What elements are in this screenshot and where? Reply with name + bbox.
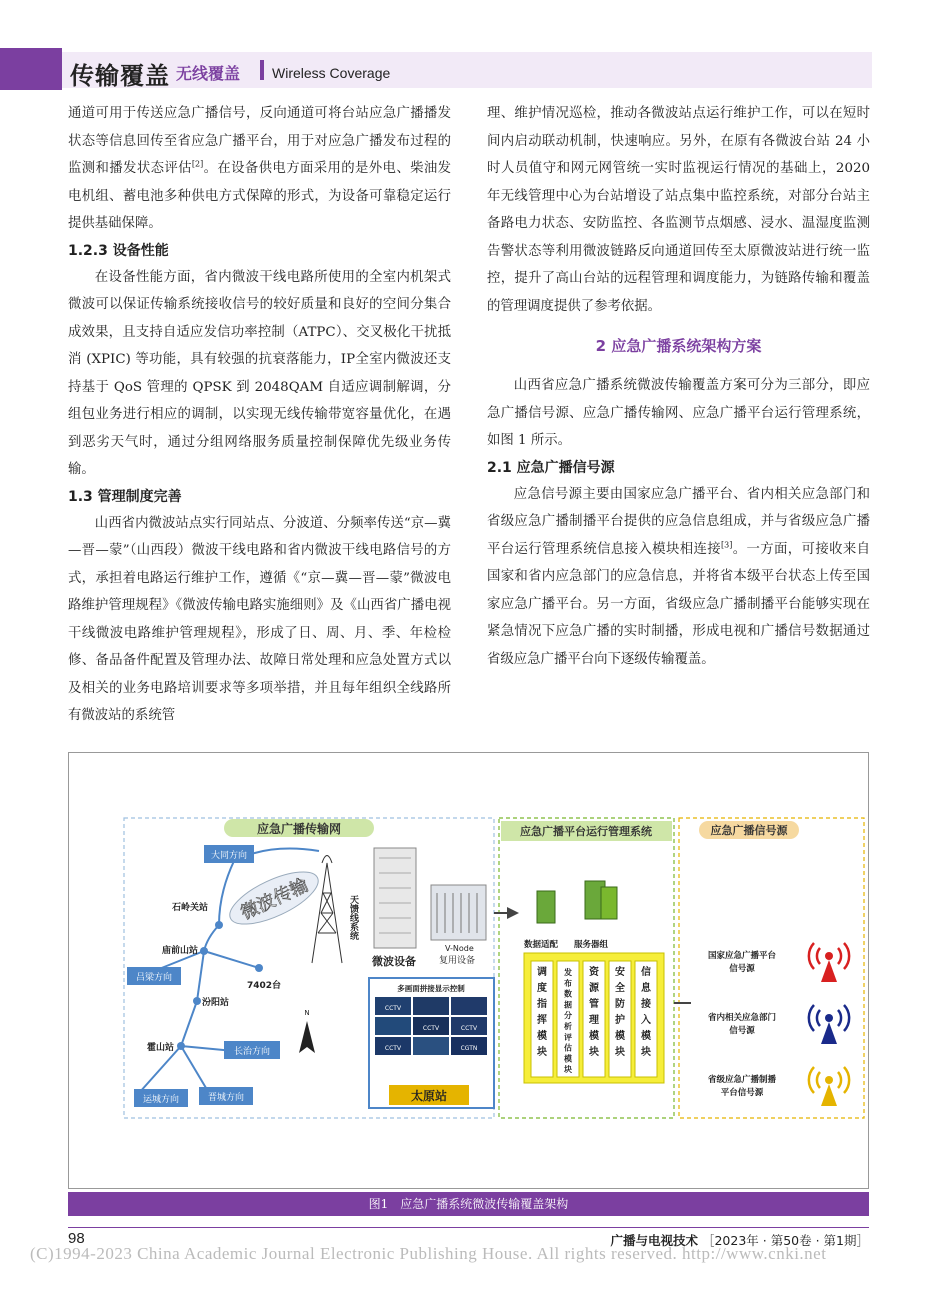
figure-caption: 图1 应急广播系统微波传输覆盖架构 xyxy=(68,1192,869,1216)
module-char: 信 xyxy=(641,967,651,978)
module-char: 块 xyxy=(615,1047,625,1058)
paragraph: 理、维护情况巡检，推动各微波站点运行维护工作，可以在短时间内启动联动机制，快速响应。另外，在原有各微波台站 24 小时人员值守和网元网管统一实时监视运行情况的基础上，2020 年无线管理中心为台站增设了站点集中监控系统，对部分台站主备路电力状态、安防监控、各监测节点烟感、浸水、温湿度监测告警状态等利用微波链路反向通道回传至太原微波站进行统一监控，提升了高山台站的远程管理和调度能力，为链路传输和覆盖的管理调度提供了参考依据。 xyxy=(487,106,870,314)
module-char: 块 xyxy=(564,1065,572,1075)
module-char: 安 xyxy=(615,967,625,978)
multiscreen-label: 多画面拼接显示控制 xyxy=(397,984,465,993)
source-label: 信号源 xyxy=(729,964,755,974)
svg-text:晋城方向: 晋城方向 xyxy=(207,1093,245,1103)
page-header xyxy=(0,48,950,94)
net-title: 应急广播传输网 xyxy=(256,822,342,836)
figure-1 xyxy=(68,752,869,1189)
module-char: 模 xyxy=(564,1054,572,1064)
module-char: 理 xyxy=(589,1015,599,1026)
microwave-label: 微波传输 xyxy=(237,874,312,925)
module-char: 模 xyxy=(589,1031,599,1042)
module-char: 据 xyxy=(564,1000,572,1010)
module-char: 挥 xyxy=(537,1015,547,1026)
svg-text:CCTV: CCTV xyxy=(422,1025,440,1032)
module-char: 发 xyxy=(564,968,572,977)
vnode-label-2: 复用设备 xyxy=(439,956,476,966)
svg-text:CCTV: CCTV xyxy=(460,1025,478,1032)
module-char: 析 xyxy=(564,1022,572,1031)
module-char: 布 xyxy=(564,978,572,988)
header-color-block xyxy=(0,48,62,90)
source-panel xyxy=(679,818,864,1118)
header-divider xyxy=(260,60,264,80)
node-miaoqianshan: 庙前山站 xyxy=(162,946,199,956)
heading-1-3: 1.3 管理制度完善 xyxy=(68,488,182,505)
module-char: 度 xyxy=(537,983,547,994)
svg-text:大同方向: 大同方向 xyxy=(210,851,248,861)
svg-text:CCTV: CCTV xyxy=(384,1045,402,1052)
heading-1-2-3: 1.2.3 设备性能 xyxy=(68,242,169,259)
modules-group xyxy=(531,961,657,1077)
sources-group xyxy=(708,943,849,1106)
heading-2: 2 应急广播系统架构方案 xyxy=(595,337,762,355)
module-char: 评 xyxy=(564,1032,572,1042)
server-icon xyxy=(537,881,617,923)
module-char: 估 xyxy=(564,1043,572,1053)
module-char: 全 xyxy=(615,983,625,994)
page-number: 98 xyxy=(68,1230,85,1247)
vnode-device xyxy=(431,885,486,940)
citation[interactable]: [3] xyxy=(721,540,733,550)
compass-icon xyxy=(299,1021,315,1053)
svg-text:CCTV: CCTV xyxy=(384,1005,402,1012)
module-char: 防 xyxy=(615,999,625,1010)
source-title: 应急广播信号源 xyxy=(710,824,788,837)
source-label: 省级应急广播制播 xyxy=(707,1075,777,1085)
module-char: 资 xyxy=(589,967,599,978)
left-column xyxy=(68,100,451,730)
module-char: 块 xyxy=(537,1047,547,1058)
svg-text:CGTN: CGTN xyxy=(460,1045,478,1052)
source-label: 信号源 xyxy=(729,1026,755,1036)
journal-name: 广播与电视技术 ［2023年 · 第50卷 · 第1期］ xyxy=(610,1233,869,1248)
tower-icon xyxy=(312,856,342,964)
paragraph: 山西省应急广播系统微波传输覆盖方案可分为三部分，即应急广播信号源、应急广播传输网、应急广播平台运行管理系统，如图 1 所示。 xyxy=(487,378,870,448)
broadcast-icon xyxy=(809,1005,849,1044)
module-char: 护 xyxy=(615,1015,625,1026)
svg-text:吕梁方向: 吕梁方向 xyxy=(135,973,173,983)
section-english: Wireless Coverage xyxy=(272,65,391,81)
module-char: 模 xyxy=(615,1031,625,1042)
module-char: 模 xyxy=(641,1031,651,1042)
taiyuan-label: 太原站 xyxy=(410,1089,448,1103)
architecture-diagram xyxy=(69,753,870,1190)
vnode-label-1: V-Node xyxy=(445,944,474,953)
mgmt-title: 应急广播平台运行管理系统 xyxy=(520,825,652,838)
module-char: 块 xyxy=(641,1047,651,1058)
module-char: 调 xyxy=(537,967,547,978)
module-char: 指 xyxy=(537,999,547,1010)
node-7402: 7402台 xyxy=(247,981,282,991)
node-shilingguan: 石岭关站 xyxy=(172,903,209,913)
svg-text:运城方向: 运城方向 xyxy=(142,1095,180,1105)
node-huoshan: 霍山站 xyxy=(147,1043,175,1053)
section-subtitle: 无线覆盖 xyxy=(176,64,241,83)
module-char: 分 xyxy=(564,1011,572,1021)
module-char: 接 xyxy=(641,999,651,1010)
source-label: 省内相关应急部门 xyxy=(707,1013,777,1023)
paragraph: 在设备性能方面，省内微波干线电路所使用的全室内机架式微波可以保证传输系统接收信号的较好质量和良好的空间分集合成效果，且支持自适应发信功率控制（ATPC）、交叉极化干扰抵消 (XPIC) 等功能，具有较强的抗衰落能力，IP全室内微波还支持基于 QoS 管理的 QPSK 到 2048QAM 自适应调制解调，分组包业务进行相应的调制，以实现无线传输带宽容量优化，在遇到恶劣天气时，通过分组网络服务质量控制保障优先级业务传输。 xyxy=(68,269,451,477)
module-char: 数 xyxy=(564,989,572,999)
paragraph: 通道可用于传送应急广播信号，反向通道可将台站应急广播播发状态等信息回传至省应急广播平台，用于对应急广播发布过程的监测和播发状态评估[2]。在设备供电方面采用的是外电、柴油发电机组、蓄电池多种供电方式保障的形式，为设备可靠稳定运行提供基础保障。 xyxy=(68,106,452,231)
feeder-label: 天馈线系统 xyxy=(348,895,358,940)
module-char: 块 xyxy=(589,1047,599,1058)
paragraph: 山西省内微波站点实行同站点、分波道、分频率传送“京—冀—晋—蒙”（山西段）微波干线电路和省内微波干线电路信号的方式，承担着电路运行维护工作，遵循《“京—冀—晋—蒙”微波电路维护管理规程》《微波传输电路实施细则》及《山西省广播电视干线微波电路维护管理规程》，形成了日、周、月、季、年检检修、备品备件配置及管理办法、故障日常处理和应急处置方式以及相关的业务电路培训要求等多项举措，并且每年组织全线路所有微波站的系统管 xyxy=(68,515,451,723)
module-char: 管 xyxy=(589,999,599,1010)
mw-equipment-label: 微波设备 xyxy=(372,955,416,968)
source-label: 平台信号源 xyxy=(720,1088,764,1098)
module-char: 息 xyxy=(641,983,651,994)
right-column xyxy=(487,100,870,673)
node-fenyang: 汾阳站 xyxy=(202,998,230,1008)
module-char: 模 xyxy=(537,1031,547,1042)
broadcast-icon xyxy=(809,1067,849,1106)
citation[interactable]: [2] xyxy=(191,159,204,169)
broadcast-icon xyxy=(809,943,849,982)
module-char: 入 xyxy=(641,1015,651,1026)
data-adapt-label: 数据适配 xyxy=(524,940,559,950)
module-char: 源 xyxy=(589,983,599,994)
svg-text:长治方向: 长治方向 xyxy=(233,1047,271,1057)
source-label: 国家应急广播平台 xyxy=(707,951,777,961)
copyright-notice: (C)1994-2023 China Academic Journal Electronic Publishing House. All rights reserved. http://www.cnki.net xyxy=(30,1244,827,1263)
server-group-label: 服务器组 xyxy=(574,940,609,950)
paragraph: 应急信号源主要由国家应急广播平台、省内相关应急部门和省级应急广播制播平台提供的应急信息组成，并与省级应急广播平台运行管理系统信息接入模块相连接[3]。一方面，可接收来自国家和省内应急部门的应急信息，并将省本级平台状态上传至国家应急广播平台。另一方面，省级应急广播制播平台能够实现在紧急情况下应急广播的实时制播，形成电视和广播信号数据通过省级应急广播平台向下逐级传输覆盖。 xyxy=(487,486,871,667)
heading-2-1: 2.1 应急广播信号源 xyxy=(487,459,615,476)
compass-label: N xyxy=(304,1009,310,1017)
section-title: 传输覆盖 xyxy=(70,62,170,90)
footer-line xyxy=(68,1227,869,1228)
